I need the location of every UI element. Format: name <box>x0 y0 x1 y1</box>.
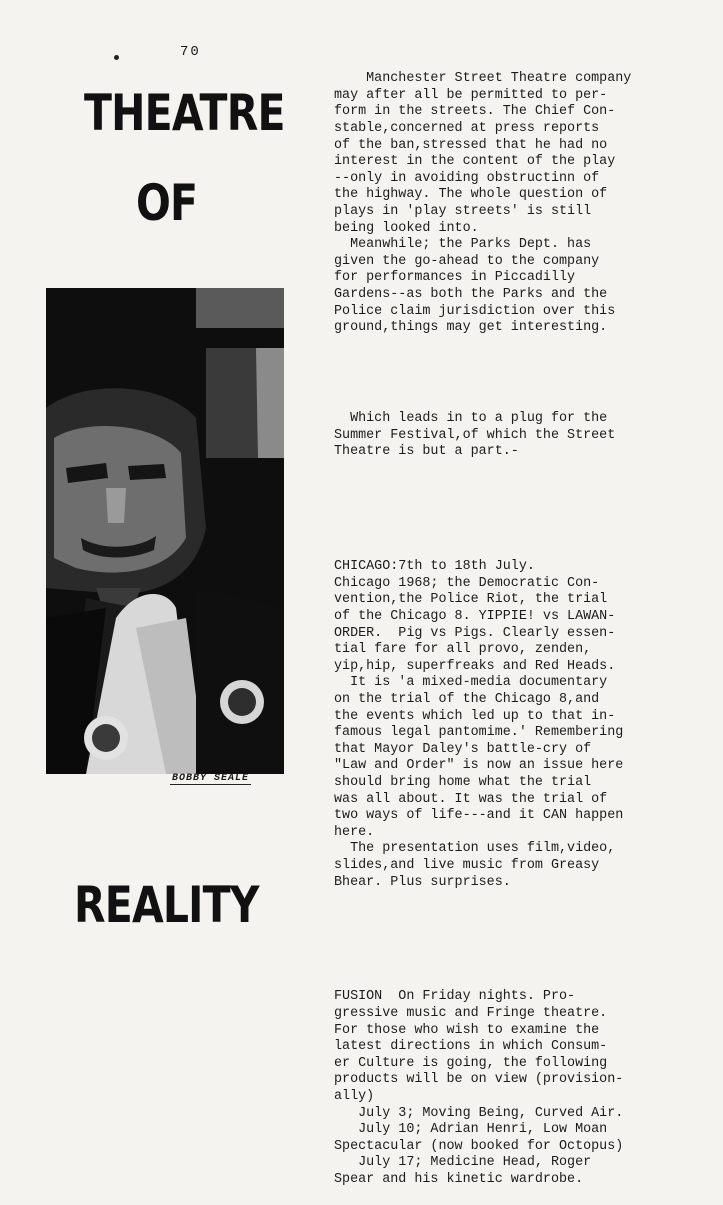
headline-theatre: THEATRE <box>84 84 285 142</box>
headline-reality: REALITY <box>74 876 259 934</box>
bobby-seale-photo <box>46 288 284 774</box>
headline-of: OF <box>136 174 198 232</box>
paragraph-street-theatre: Manchester Street Theatre company may after all be permitted to per- form in the streets. The Chief Con- stable,concerned at press reports of the ban,stressed that he had no interest in the content of the play --only in avoiding obstructinn of the highway. The whole question of plays in 'play streets' is still being looked into. Meanwhile; the Parks Dept. has given the go-ahead to the company for performances in Piccadilly Gardens--as both the Parks and the Police claim jurisdiction over this ground,things may get interesting. <box>334 71 632 336</box>
paragraph-chicago: CHICAGO:7th to 18th July. Chicago 1968; the Democratic Con- vention,the Police Riot, the trial of the Chicago 8. YIPPIE! vs LAWAN- ORDER. Pig vs Pigs. Clearly essen- tial fare for all provo, zenden, yip,hip, superfreaks and Red Heads. It is 'a mixed-media documentary on the trial of the Chicago 8,and the events which led up to that in- famous legal pantomime.' Remembering that Mayor Daley's battle-cry of "Law and Order" is now an issue here should bring home what the trial was all about. It was the trial of two ways of life---and it CAN happen here. The presentation uses film,video, slides,and live music from Greasy Bhear. Plus surprises. <box>334 559 624 890</box>
paragraph-fusion: FUSION On Friday nights. Pro- gressive music and Fringe theatre. For those who wish to examine the latest directions in which Consum- er Culture is going, the following products will be on view (provision- ally) July 3; Moving Being, Curved Air. July 10; Adrian Henri, Low Moan Spectacular (now booked for Octopus) July 17; Medicine Head, Roger Spear and his kinetic wardrobe. <box>334 989 624 1187</box>
paragraph-summer-festival: Which leads in to a plug for the Summer Festival,of which the Street Theatre is but a part.- <box>334 411 616 460</box>
photo-caption: BOBBY SEALE <box>172 773 250 784</box>
ink-dot <box>114 55 119 60</box>
page-number: 70 <box>180 44 201 60</box>
article-column <box>334 38 704 1205</box>
